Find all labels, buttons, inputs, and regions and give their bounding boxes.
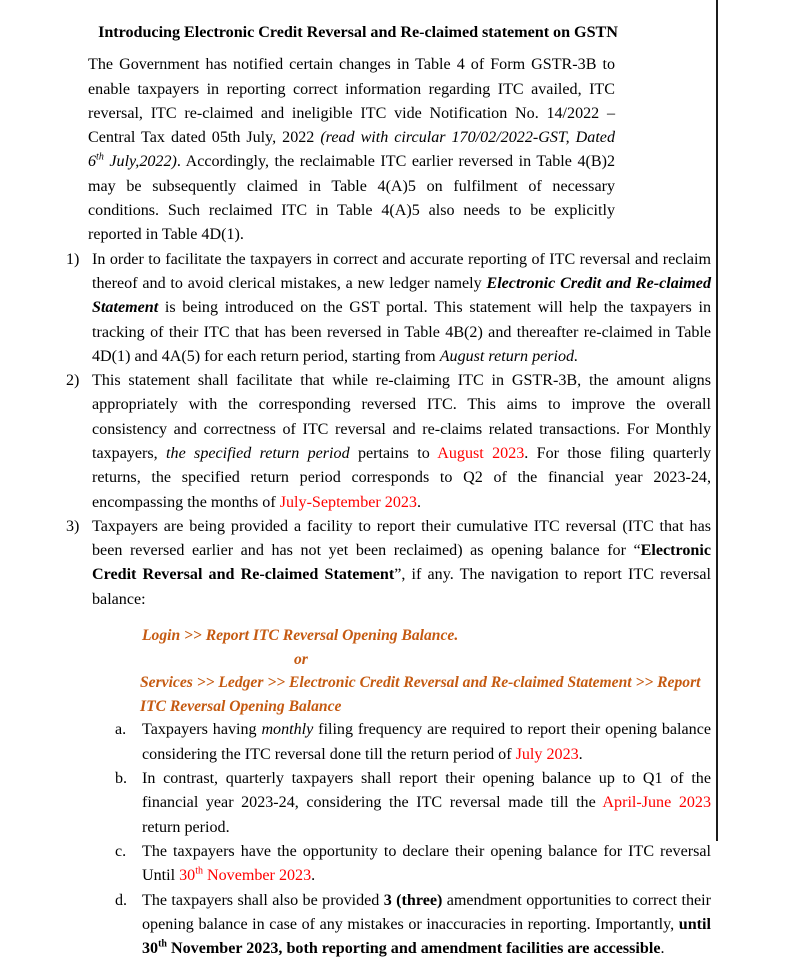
navigation-path-alternate: Services >> Ledger >> Electronic Credit Reversal and Re-claimed Statement >> Report ITC Reversal Opening Balance [140, 674, 701, 715]
sub-list-item-c [0, 840, 719, 889]
sub-list-marker-a: a. [115, 721, 127, 739]
list-item-2 [0, 369, 719, 515]
sub-c-text-d: . [311, 867, 316, 885]
sub-a-text-e: . [578, 745, 583, 763]
sub-a-monthly: monthly [261, 721, 314, 739]
intro-circular-superscript: th [96, 152, 104, 164]
sub-b-date-april-june: April-June 2023 [602, 794, 712, 812]
sub-d-amendment-count: 3 (three) [383, 891, 443, 909]
sub-list-item-b [0, 767, 719, 840]
item3-statement-name: Electronic Credit Reversal and Re-claimed Statement [92, 542, 711, 584]
navigation-path-block [0, 624, 719, 671]
sub-d-text-f: . [660, 940, 665, 958]
list-marker-3: 3) [66, 517, 80, 535]
item1-return-period: August return period. [439, 347, 579, 365]
sub-list-item-a [0, 718, 719, 767]
sub-a-text-c: filing frequency are required to report their opening balance considering the ITC reversal done till the return period of [142, 721, 711, 763]
list-marker-2: 2) [66, 372, 80, 390]
sub-d-text-c: amendment opportunities to correct their opening balance in case of any mistakes or inaccuracies in reporting. Importantly, [142, 891, 711, 933]
item1-text-c: is being introduced on the GST portal. This statement will help the taxpayers in tracking of their ITC that has been reversed in Table 4B(2) and thereafter re-claimed in Table 4D(1) and 4A(5) for each return period, starting from [92, 299, 711, 365]
intro-text-part1: The Government has notified certain changes in Table 4 of Form GSTR-3B to enable taxpayers in reporting correct information regarding ITC availed, ITC reversal, ITC re-claimed and ineligible ITC vide Notification No. 14/2022 – Central Tax dated 05th July, 2022 [88, 56, 615, 147]
intro-circular-text-a: (read with circular 170/02/2022-GST, Dated 6 [88, 129, 615, 171]
sub-a-date-july: July 2023 [515, 745, 579, 763]
list-item-3 [0, 515, 719, 612]
sub-list-marker-b: b. [115, 770, 128, 788]
page-title: Introducing Electronic Credit Reversal and Re-claimed statement on GSTN [98, 23, 618, 41]
item3-text-c: ”, if any. The navigation to report ITC reversal balance: [92, 566, 711, 608]
sub-list-marker-c: c. [115, 842, 127, 860]
sub-d-deadline-day: until 30 [142, 915, 711, 958]
intro-circular-text-b: July,2022) [103, 153, 177, 171]
page-gutter [720, 0, 807, 841]
sub-b-text-c: return period. [142, 818, 230, 836]
sub-c-deadline-day: 30 [179, 867, 196, 885]
navigation-path-alternate-wrap [0, 671, 719, 718]
intro-text-part2: . Accordingly, the reclaimable ITC earlier reversed in Table 4(B)2 may be subsequently claimed in Table 4(A)5 on fulfilment of necessary conditions. Such reclaimed ITC in Table 4(A)5 also needs to be explicitly reported in Table 4D(1). [88, 153, 616, 244]
item2-text-c: pertains to [349, 445, 438, 462]
item2-text-a: This statement shall facilitate that while re-claiming ITC in GSTR-3B, the amount aligns appropriately with the corresponding reversed ITC. This aims to improve the overall consistency and correctness of ITC reversal and re-claims related transactions. For Monthly taxpayers, [92, 372, 711, 462]
sub-c-deadline-rest: November 2023 [202, 867, 312, 885]
navigation-path-primary: Login >> Report ITC Reversal Opening Balance. [142, 627, 459, 645]
item3-text-a: Taxpayers are being provided a facility to report their cumulative ITC reversal (ITC that has been reversed earlier and has not yet been reclaimed) as opening balance for “ [92, 517, 711, 560]
sub-list-marker-d: d. [115, 891, 128, 909]
sub-a-text-a: Taxpayers having [142, 721, 262, 739]
lettered-sub-list [0, 718, 716, 961]
item1-text-a: In order to facilitate the taxpayers in correct and accurate reporting of ITC reversal and reclaim thereof and to avoid clerical mistakes, a new ledger namely [92, 250, 711, 292]
list-marker-1: 1) [66, 250, 80, 268]
item2-text-e: . For those filing quarterly returns, the specified return period corresponds to Q2 of the financial year 2023-24, encompassing the months of [92, 445, 711, 511]
sub-c-deadline [179, 867, 311, 884]
sub-d-deadline-superscript: th [158, 938, 167, 950]
sub-list-item-d [0, 889, 719, 961]
intro-paragraph [0, 42, 623, 247]
numbered-list [0, 248, 716, 612]
sub-d-deadline-rest: November 2023, both reporting and amendment facilities are accessible [166, 940, 661, 958]
sub-c-text-a: The taxpayers have the opportunity to declare their opening balance for ITC reversal Until [142, 842, 711, 885]
sub-c-deadline-superscript: th [195, 865, 203, 877]
list-item-1 [0, 248, 719, 369]
sub-d-text-a: The taxpayers shall also be provided [142, 891, 384, 909]
item2-date-july-september: July-September 2023 [279, 493, 417, 511]
item2-text-g: . [416, 493, 421, 511]
item1-ledger-name: Electronic Credit and Re-claimed Statement [92, 274, 711, 317]
navigation-path-or: or [294, 650, 308, 668]
item2-specified-return-period: the specified return period [166, 445, 350, 462]
item2-date-august: August 2023 [437, 445, 525, 462]
sub-b-text-a: In contrast, quarterly taxpayers shall report their opening balance up to Q1 of the financial year 2023-24, considering the ITC reversal made till the [142, 770, 711, 812]
